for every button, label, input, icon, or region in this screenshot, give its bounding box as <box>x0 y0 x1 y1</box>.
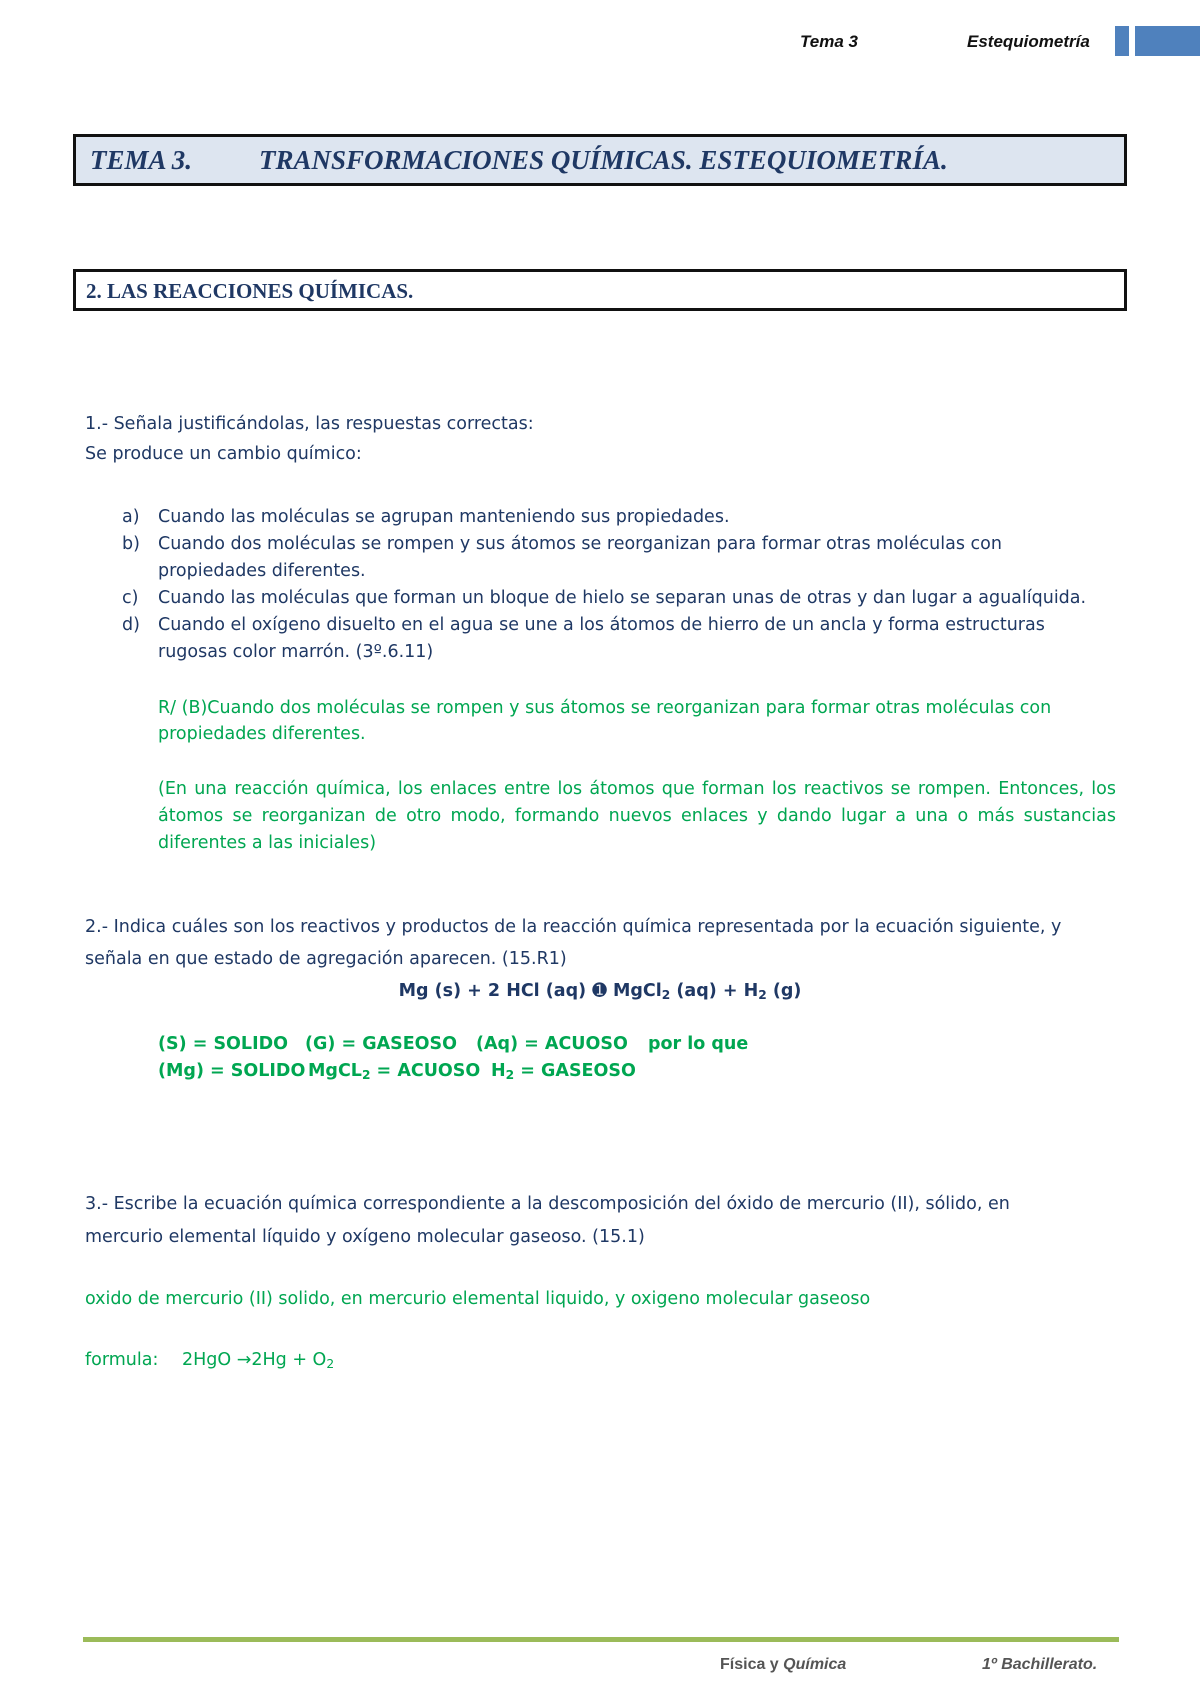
header-accent-block <box>1135 26 1200 56</box>
header-subject: Estequiometría <box>967 32 1090 51</box>
q2-mg-state: (Mg) = SOLIDO <box>158 1061 306 1081</box>
q2-equation <box>0 978 1200 1009</box>
chapter-number: TEMA 3. <box>90 145 193 175</box>
equation-product-mgcl: MgCl <box>612 981 662 1001</box>
q2-state-gas: (G) = GASEOSO <box>305 1034 458 1054</box>
q1-option-a <box>116 504 1158 531</box>
equation-reactants: Mg (s) + 2 HCl (aq) <box>398 981 587 1001</box>
q1-answer-line1: R/ (B)Cuando dos moléculas se rompen y sus átomos se reorganizan para formar otras moléculas con <box>158 698 1052 718</box>
formula-text: H <box>491 1061 506 1081</box>
subscript: 2 <box>326 1357 335 1371</box>
option-text: Cuando el oxígeno disuelto en el agua se une a los átomos de hierro de un ancla y forma estructuras <box>158 615 1045 635</box>
q3-prompt-line1: 3.- Escribe la ecuación química correspondiente a la descomposición del óxido de mercurio (II), sólido, en <box>85 1194 1010 1214</box>
header-accent-bar <box>1115 26 1129 56</box>
state-text: = ACUOSO <box>370 1061 481 1081</box>
q1-prompt: 1.- Señala justificándolas, las respuestas correctas: <box>85 414 534 434</box>
footer-rule <box>83 1637 1119 1642</box>
footer-subject-b: Química <box>783 1656 847 1673</box>
q3-formula <box>85 1347 334 1378</box>
subscript: 2 <box>661 988 671 1002</box>
state-text: = GASEOSO <box>514 1061 636 1081</box>
q1-explanation: (En una reacción química, los enlaces entre los átomos que forman los reactivos se rompen. Entonces, los átomos se reorganizan de otro modo, formando nuevos enlaces y dando lugar a una o más sustancias diferentes a las iniciales) <box>158 779 1116 853</box>
subscript: 2 <box>505 1068 515 1082</box>
header-topic: Tema 3 <box>800 32 858 51</box>
option-marker: c) <box>122 588 139 608</box>
chapter-title-box <box>73 134 1127 186</box>
formula-equation: 2HgO →2Hg + O <box>181 1350 327 1370</box>
equation-product-state: (g) <box>766 981 802 1001</box>
q3-prompt-line2: mercurio elemental líquido y oxígeno molecular gaseoso. (15.1) <box>85 1227 645 1247</box>
footer-subject-a: Física y <box>720 1656 784 1673</box>
option-text: Cuando dos moléculas se rompen y sus átomos se reorganizan para formar otras moléculas con <box>158 534 1002 554</box>
option-text-cont: propiedades diferentes. <box>158 561 366 581</box>
section-heading: 2. LAS REACCIONES QUÍMICAS. <box>86 279 414 303</box>
formula-label: formula: <box>85 1350 159 1370</box>
footer-level: 1º Bachillerato. <box>982 1656 1098 1673</box>
chapter-title: TRANSFORMACIONES QUÍMICAS. ESTEQUIOMETRÍA. <box>259 145 948 175</box>
q1-option-d <box>116 612 1158 666</box>
q1-options <box>116 504 1158 666</box>
q2-prompt-line1: 2.- Indica cuáles son los reactivos y productos de la reacción química representada por la ecuación siguiente, y <box>85 917 1062 937</box>
option-marker: d) <box>122 615 140 635</box>
option-marker: a) <box>122 507 140 527</box>
option-text-cont: rugosas color marrón. (3º.6.11) <box>158 642 434 662</box>
section-heading-box <box>73 269 1127 311</box>
q1-lead: Se produce un cambio químico: <box>85 444 362 464</box>
q1-option-b <box>116 531 1158 585</box>
footer-course <box>720 1656 846 1674</box>
subscript: 2 <box>758 988 767 1002</box>
q2-state-aqueous: (Aq) = ACUOSO <box>476 1034 628 1054</box>
q2-prompt-line2: señala en que estado de agregación aparecen. (15.R1) <box>85 949 567 969</box>
q1-option-c <box>116 585 1158 612</box>
q2-state-solid: (S) = SOLIDO <box>158 1034 288 1054</box>
option-text: Cuando las moléculas que forman un bloque de hielo se separan unas de otras y dan lugar a agualíquida. <box>158 588 1087 608</box>
formula-text: MgCL <box>308 1061 362 1081</box>
option-text: Cuando las moléculas se agrupan manteniendo sus propiedades. <box>158 507 730 527</box>
equation-product-h: (aq) + H <box>670 981 759 1001</box>
option-marker: b) <box>122 534 140 554</box>
q2-h2-state <box>491 1058 636 1089</box>
q2-state-conclusion: por lo que <box>648 1034 749 1054</box>
q3-answer: oxido de mercurio (II) solido, en mercurio elemental liquido, y oxigeno molecular gaseoso <box>85 1289 871 1309</box>
q2-mgcl2-state <box>308 1058 480 1089</box>
q1-answer-line2: propiedades diferentes. <box>158 724 366 744</box>
reaction-arrow-icon: ➊ <box>592 981 607 1001</box>
subscript: 2 <box>361 1068 371 1082</box>
